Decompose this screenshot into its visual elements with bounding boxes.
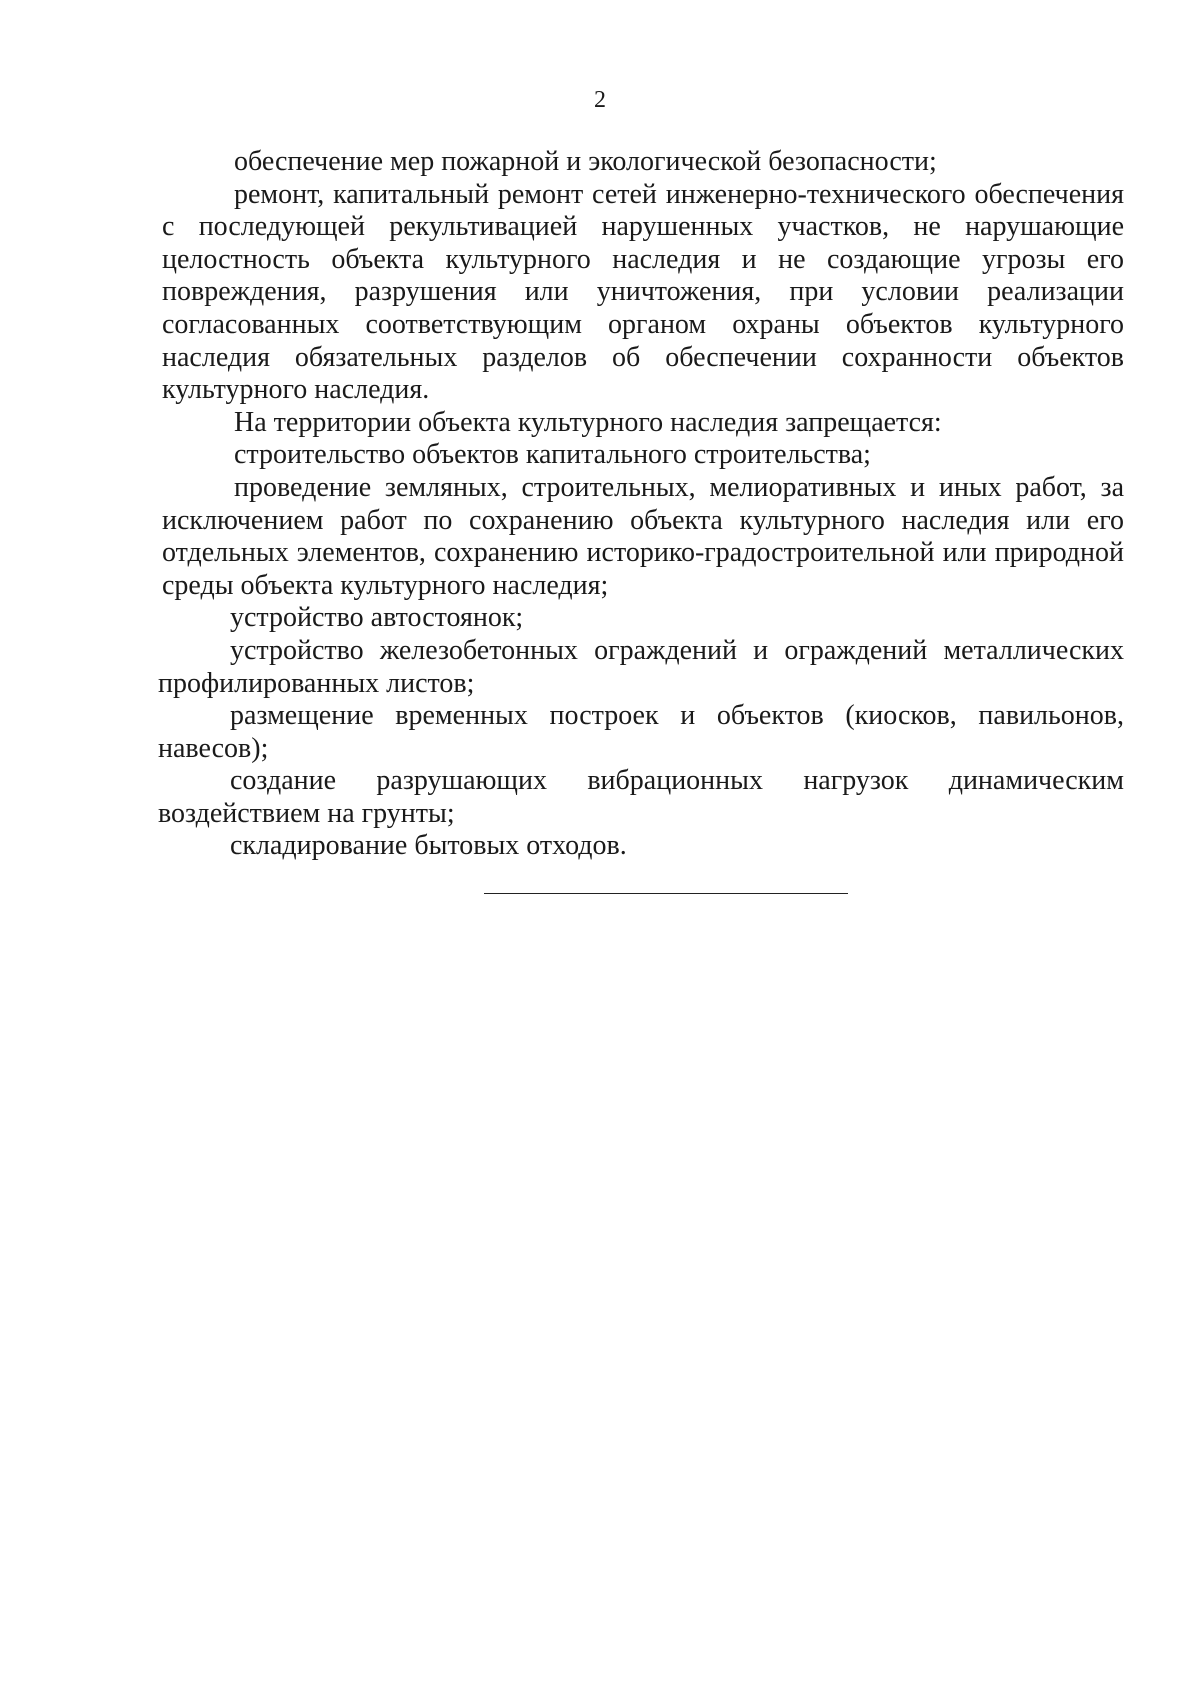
paragraph-earthworks: проведение земляных, строительных, мелиоративных и иных работ, за исключением работ по сохранению объекта культурного наследия или его отдельных элементов, сохранению историко-градостроительной или природной среды объекта культурного наследия; — [162, 471, 1124, 601]
paragraph-temporary-buildings: размещение временных построек и объектов (киосков, павильонов, навесов); — [158, 700, 1124, 764]
end-of-text-rule — [484, 893, 848, 894]
page-number: 2 — [594, 87, 606, 113]
paragraph-network-repair: ремонт, капитальный ремонт сетей инженерно-технического обеспечения с последующей рекультивацией нарушенных участков, не нарушающие целостность объекта культурного наследия и не создающие угрозы его повреждения, разрушения или уничтожения, при условии реализации согласованных соответствующим органом охраны объектов культурного наследия обязательных разделов об обеспечении сохранности объектов культурного наследия. — [162, 178, 1124, 406]
paragraph-waste-storage: складирование бытовых отходов. — [230, 830, 627, 862]
paragraph-fences: устройство железобетонных ограждений и ограждений металлических профилированных листов; — [158, 634, 1124, 699]
document-body — [158, 146, 1124, 863]
paragraph-parking: устройство автостоянок; — [230, 602, 524, 634]
paragraph-capital-construction: строительство объектов капитального строительства; — [234, 439, 871, 471]
paragraph-prohibitions-heading: На территории объекта культурного наследия запрещается: — [234, 406, 942, 438]
paragraph-vibration-loads: создание разрушающих вибрационных нагрузок динамическим воздействием на грунты; — [158, 765, 1124, 829]
paragraph-fire-safety: обеспечение мер пожарной и экологической безопасности; — [234, 146, 937, 177]
